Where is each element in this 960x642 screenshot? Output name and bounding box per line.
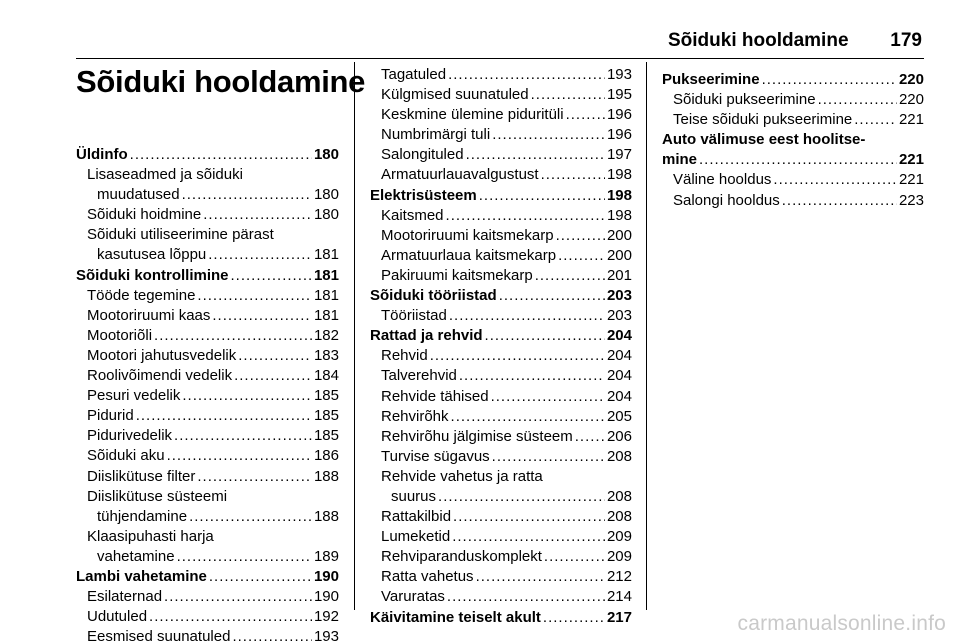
- column-divider-2: [646, 62, 647, 610]
- dot-leader: [773, 170, 897, 190]
- toc-entry-title: Pesuri vedelik: [87, 387, 181, 405]
- toc-entry-title: Tööde tegemine: [87, 286, 196, 304]
- toc-entry-title: Rehvide tähised: [381, 387, 489, 405]
- toc-column-3: [662, 70, 924, 211]
- toc-entry[interactable]: [370, 246, 632, 266]
- toc-entry-page: 204: [606, 367, 632, 385]
- toc-entry-title: Sõiduki aku: [87, 447, 165, 465]
- dot-leader: [492, 125, 605, 145]
- toc-entry-page: 185: [313, 407, 339, 425]
- toc-entry-page: 195: [606, 86, 632, 104]
- toc-entry-page: 193: [313, 628, 339, 642]
- toc-entry-title: Elektrisüsteem: [370, 186, 477, 204]
- toc-entry[interactable]: [370, 387, 632, 407]
- toc-entry-title: Rehviparanduskomplekt: [381, 548, 542, 566]
- toc-entry-page: 208: [606, 447, 632, 465]
- toc-entry-page: 186: [313, 447, 339, 465]
- dot-leader: [448, 65, 605, 85]
- toc-entry[interactable]: [370, 487, 632, 507]
- toc-entry-page: 188: [313, 467, 339, 485]
- toc-entry-page: 221: [898, 111, 924, 129]
- toc-entry-page: 189: [313, 547, 339, 565]
- toc-entry-page: 181: [313, 246, 339, 264]
- toc-entry-title: Talverehvid: [381, 367, 457, 385]
- toc-entry[interactable]: [76, 185, 339, 205]
- toc-entry-page: 220: [898, 91, 924, 109]
- toc-section-entry[interactable]: [370, 186, 632, 206]
- toc-entry-title: Mootori jahutusvedelik: [87, 346, 237, 364]
- toc-entry[interactable]: [370, 407, 632, 427]
- toc-entry-page: 208: [606, 508, 632, 526]
- dot-leader: [491, 387, 605, 407]
- toc-entry-title: Teise sõiduki pukseerimine: [673, 111, 853, 129]
- toc-entry-page: 212: [606, 568, 632, 586]
- toc-entry-page: 217: [606, 608, 632, 626]
- toc-entry[interactable]: [76, 446, 339, 466]
- toc-entry[interactable]: [76, 245, 339, 265]
- dot-leader: [476, 567, 605, 587]
- toc-entry[interactable]: [370, 206, 632, 226]
- dot-leader: [174, 426, 312, 446]
- toc-entry-page: 204: [606, 347, 632, 365]
- toc-entry-title: Lumeketid: [381, 528, 451, 546]
- toc-entry[interactable]: [76, 306, 339, 326]
- dot-leader: [232, 627, 312, 642]
- toc-entry-title: Eesmised suunatuled: [87, 628, 231, 642]
- toc-entry[interactable]: [76, 607, 339, 627]
- toc-entry-page: 221: [898, 151, 924, 169]
- toc-section-entry[interactable]: [662, 130, 924, 150]
- toc-entry-title: Diislikütuse süsteemi: [87, 487, 228, 505]
- toc-entry-page: 201: [606, 266, 632, 284]
- toc-entry-page: 196: [606, 126, 632, 144]
- toc-entry[interactable]: [662, 90, 924, 110]
- toc-entry[interactable]: [76, 627, 339, 642]
- toc-entry-title: tühjendamine: [97, 507, 188, 525]
- toc-entry[interactable]: [76, 205, 339, 225]
- dot-leader: [762, 70, 897, 90]
- toc-entry-title: Salongituled: [381, 146, 464, 164]
- toc-entry[interactable]: [370, 587, 632, 607]
- toc-entry-page: 209: [606, 548, 632, 566]
- toc-entry-title: Üldinfo: [76, 146, 128, 163]
- toc-entry-title: Udutuled: [87, 608, 148, 626]
- dot-leader: [566, 105, 605, 125]
- toc-entry[interactable]: [370, 125, 632, 145]
- header-page-number: 179: [890, 30, 922, 51]
- toc-entry-title: Mootoriõli: [87, 326, 153, 344]
- toc-entry-title: Sõiduki hoidmine: [87, 206, 202, 224]
- toc-entry-page: 208: [606, 487, 632, 505]
- dot-leader: [154, 326, 312, 346]
- toc-entry-title: suurus: [391, 487, 437, 505]
- dot-leader: [782, 191, 897, 211]
- toc-entry-page: 181: [313, 306, 339, 324]
- toc-entry-page: 220: [898, 71, 924, 88]
- dot-leader: [453, 507, 605, 527]
- toc-entry-title: Sõiduki tööriistad: [370, 287, 497, 305]
- dot-leader: [182, 386, 312, 406]
- toc-entry-page: 204: [606, 327, 632, 345]
- toc-entry-title: Käivitamine teiselt akult: [370, 608, 541, 626]
- toc-entry-title: Rehvirõhk: [381, 407, 449, 425]
- toc-entry-page: 190: [313, 567, 339, 585]
- dot-leader: [556, 226, 605, 246]
- dot-leader: [430, 346, 605, 366]
- toc-column-2: [370, 65, 632, 628]
- toc-entry-page: 209: [606, 528, 632, 546]
- dot-leader: [446, 206, 605, 226]
- toc-entry[interactable]: [370, 65, 632, 85]
- dot-leader: [699, 150, 897, 170]
- toc-entry-title: Pakiruumi kaitsmekarp: [381, 266, 533, 284]
- toc-entry-title: Rattad ja rehvid: [370, 327, 483, 345]
- dot-leader: [209, 567, 312, 587]
- toc-entry[interactable]: [370, 346, 632, 366]
- chapter-title: Sõiduki hooldamine: [76, 64, 366, 99]
- dot-leader: [234, 366, 312, 386]
- toc-entry-page: 190: [313, 588, 339, 606]
- toc-entry-title: Roolivõimendi vedelik: [87, 367, 233, 385]
- dot-leader: [164, 587, 312, 607]
- toc-entry-page: 200: [606, 226, 632, 244]
- toc-entry-page: 183: [313, 346, 339, 364]
- toc-entry-page: 181: [313, 286, 339, 304]
- toc-entry[interactable]: [370, 447, 632, 467]
- header-title: Sõiduki hooldamine: [668, 30, 849, 51]
- toc-column-1: [76, 145, 339, 642]
- toc-entry-title: Tööriistad: [381, 307, 447, 325]
- dot-leader: [136, 406, 312, 426]
- dot-leader: [212, 306, 312, 326]
- toc-entry-page: 192: [313, 608, 339, 626]
- toc-section-entry[interactable]: [662, 150, 924, 170]
- toc-entry-title: Pidurivedelik: [87, 427, 173, 445]
- toc-section-entry[interactable]: [662, 70, 924, 90]
- dot-leader: [177, 547, 312, 567]
- toc-entry[interactable]: [76, 165, 339, 185]
- toc-entry-page: 205: [606, 407, 632, 425]
- dot-leader: [231, 266, 312, 286]
- toc-entry[interactable]: [76, 225, 339, 245]
- dot-leader: [203, 205, 312, 225]
- dot-leader: [452, 527, 605, 547]
- toc-entry-page: 185: [313, 427, 339, 445]
- dot-leader: [466, 145, 605, 165]
- toc-entry-page: 206: [606, 427, 632, 445]
- toc-entry[interactable]: [76, 587, 339, 607]
- toc-entry[interactable]: [76, 386, 339, 406]
- toc-entry-page: 200: [606, 246, 632, 264]
- toc-entry-page: 223: [898, 191, 924, 209]
- toc-entry-page: 214: [606, 588, 632, 606]
- dot-leader: [447, 587, 605, 607]
- toc-entry-title: Sõiduki pukseerimine: [673, 91, 816, 109]
- toc-entry-title: Rattakilbid: [381, 508, 452, 526]
- toc-entry[interactable]: [370, 467, 632, 487]
- toc-entry[interactable]: [370, 567, 632, 587]
- toc-entry[interactable]: [370, 85, 632, 105]
- toc-entry[interactable]: [370, 366, 632, 386]
- toc-entry[interactable]: [370, 145, 632, 165]
- toc-entry[interactable]: [662, 170, 924, 190]
- dot-leader: [208, 245, 312, 265]
- dot-leader: [167, 446, 312, 466]
- toc-entry-title: Pidurid: [87, 407, 134, 425]
- dot-leader: [197, 286, 312, 306]
- dot-leader: [531, 85, 605, 105]
- toc-entry-page: 198: [606, 166, 632, 184]
- dot-leader: [182, 185, 312, 205]
- toc-entry-title: Pukseerimine: [662, 71, 760, 88]
- toc-entry-title: muudatused: [97, 186, 180, 204]
- toc-entry-page: 182: [313, 326, 339, 344]
- toc-entry-title: kasutusea lõppu: [97, 246, 207, 264]
- toc-entry-title: mine: [662, 151, 698, 169]
- toc-entry[interactable]: [76, 346, 339, 366]
- watermark: carmanualsonline.info: [737, 612, 946, 635]
- toc-entry-page: 181: [313, 266, 339, 284]
- toc-entry[interactable]: [370, 226, 632, 246]
- toc-entry[interactable]: [370, 306, 632, 326]
- toc-entry-page: 204: [606, 387, 632, 405]
- toc-entry-page: 196: [606, 106, 632, 124]
- toc-entry[interactable]: [76, 426, 339, 446]
- toc-entry[interactable]: [76, 467, 339, 487]
- toc-entry-title: Lisaseadmed ja sõiduki: [87, 166, 243, 184]
- toc-entry-page: 184: [313, 367, 339, 385]
- toc-entry-title: Sõiduki kontrollimine: [76, 266, 229, 284]
- toc-section-entry[interactable]: [370, 608, 632, 628]
- dot-leader: [449, 306, 605, 326]
- dot-leader: [854, 110, 897, 130]
- toc-entry-title: Varuratas: [381, 588, 445, 606]
- toc-entry[interactable]: [370, 507, 632, 527]
- dot-leader: [575, 427, 605, 447]
- toc-entry[interactable]: [76, 487, 339, 507]
- toc-entry-page: 180: [313, 186, 339, 204]
- dot-leader: [558, 246, 605, 266]
- toc-entry-title: Salongi hooldus: [673, 191, 780, 209]
- toc-entry[interactable]: [370, 547, 632, 567]
- dot-leader: [451, 407, 605, 427]
- toc-section-entry[interactable]: [76, 266, 339, 286]
- toc-section-entry[interactable]: [370, 286, 632, 306]
- toc-entry-title: Klaasipuhasti harja: [87, 527, 214, 545]
- toc-entry-title: Auto välimuse eest hoolitse-: [662, 131, 866, 149]
- toc-entry-page: 193: [606, 66, 632, 83]
- column-divider-1: [354, 62, 355, 610]
- toc-entry-page: 180: [313, 206, 339, 224]
- toc-entry-title: Ratta vahetus: [381, 568, 474, 586]
- toc-entry-page: 203: [606, 307, 632, 325]
- toc-entry-title: vahetamine: [97, 547, 175, 565]
- toc-entry[interactable]: [76, 286, 339, 306]
- toc-entry[interactable]: [370, 527, 632, 547]
- toc-entry[interactable]: [76, 507, 339, 527]
- toc-entry[interactable]: [662, 191, 924, 211]
- toc-entry-title: Rehvirõhu jälgimise süsteem: [381, 427, 573, 445]
- toc-entry[interactable]: [370, 105, 632, 125]
- toc-entry-page: 185: [313, 387, 339, 405]
- dot-leader: [541, 165, 605, 185]
- toc-entry-page: 221: [898, 171, 924, 189]
- toc-entry-title: Armatuurlaua kaitsmekarp: [381, 246, 557, 264]
- dot-leader: [189, 507, 312, 527]
- toc-entry-title: Külgmised suunatuled: [381, 86, 529, 104]
- toc-entry-title: Rehvide vahetus ja ratta: [381, 467, 543, 485]
- dot-leader: [499, 286, 605, 306]
- toc-entry-title: Mootoriruumi kaas: [87, 306, 211, 324]
- toc-section-entry[interactable]: [370, 326, 632, 346]
- toc-entry-page: 198: [606, 186, 632, 204]
- toc-entry[interactable]: [370, 427, 632, 447]
- dot-leader: [535, 266, 605, 286]
- toc-entry-page: 188: [313, 507, 339, 525]
- toc-entry-title: Esilaternad: [87, 588, 163, 606]
- toc-section-entry[interactable]: [76, 567, 339, 587]
- dot-leader: [485, 326, 605, 346]
- dot-leader: [149, 607, 312, 627]
- toc-entry-title: Diislikütuse filter: [87, 467, 196, 485]
- toc-entry[interactable]: [370, 266, 632, 286]
- dot-leader: [197, 467, 312, 487]
- toc-section-entry[interactable]: [76, 145, 339, 165]
- toc-entry-page: 180: [313, 146, 339, 163]
- header-rule: [76, 58, 924, 59]
- toc-entry-page: 197: [606, 146, 632, 164]
- running-header: [668, 30, 922, 54]
- toc-entry[interactable]: [76, 366, 339, 386]
- dot-leader: [544, 547, 605, 567]
- toc-entry-title: Sõiduki utiliseerimine pärast: [87, 226, 274, 244]
- toc-entry-title: Väline hooldus: [673, 171, 772, 189]
- toc-entry-title: Tagatuled: [381, 66, 447, 83]
- dot-leader: [438, 487, 605, 507]
- toc-entry-title: Armatuurlauavalgustust: [381, 166, 539, 184]
- toc-entry[interactable]: [76, 406, 339, 426]
- toc-entry[interactable]: [370, 165, 632, 185]
- dot-leader: [492, 447, 605, 467]
- toc-entry-page: 203: [606, 287, 632, 305]
- dot-leader: [459, 366, 605, 386]
- toc-entry-title: Kaitsmed: [381, 206, 444, 224]
- toc-entry[interactable]: [76, 326, 339, 346]
- toc-entry[interactable]: [76, 527, 339, 547]
- toc-entry[interactable]: [662, 110, 924, 130]
- dot-leader: [238, 346, 312, 366]
- toc-entry-title: Turvise sügavus: [381, 447, 490, 465]
- toc-entry-title: Keskmine ülemine piduritüli: [381, 106, 564, 124]
- dot-leader: [479, 186, 605, 206]
- toc-entry-title: Lambi vahetamine: [76, 567, 207, 585]
- toc-entry-title: Mootoriruumi kaitsmekarp: [381, 226, 554, 244]
- toc-entry-page: 198: [606, 206, 632, 224]
- dot-leader: [543, 608, 605, 628]
- dot-leader: [818, 90, 897, 110]
- dot-leader: [130, 145, 312, 165]
- toc-entry-title: Numbrimärgi tuli: [381, 126, 491, 144]
- toc-entry-title: Rehvid: [381, 347, 428, 365]
- toc-entry[interactable]: [76, 547, 339, 567]
